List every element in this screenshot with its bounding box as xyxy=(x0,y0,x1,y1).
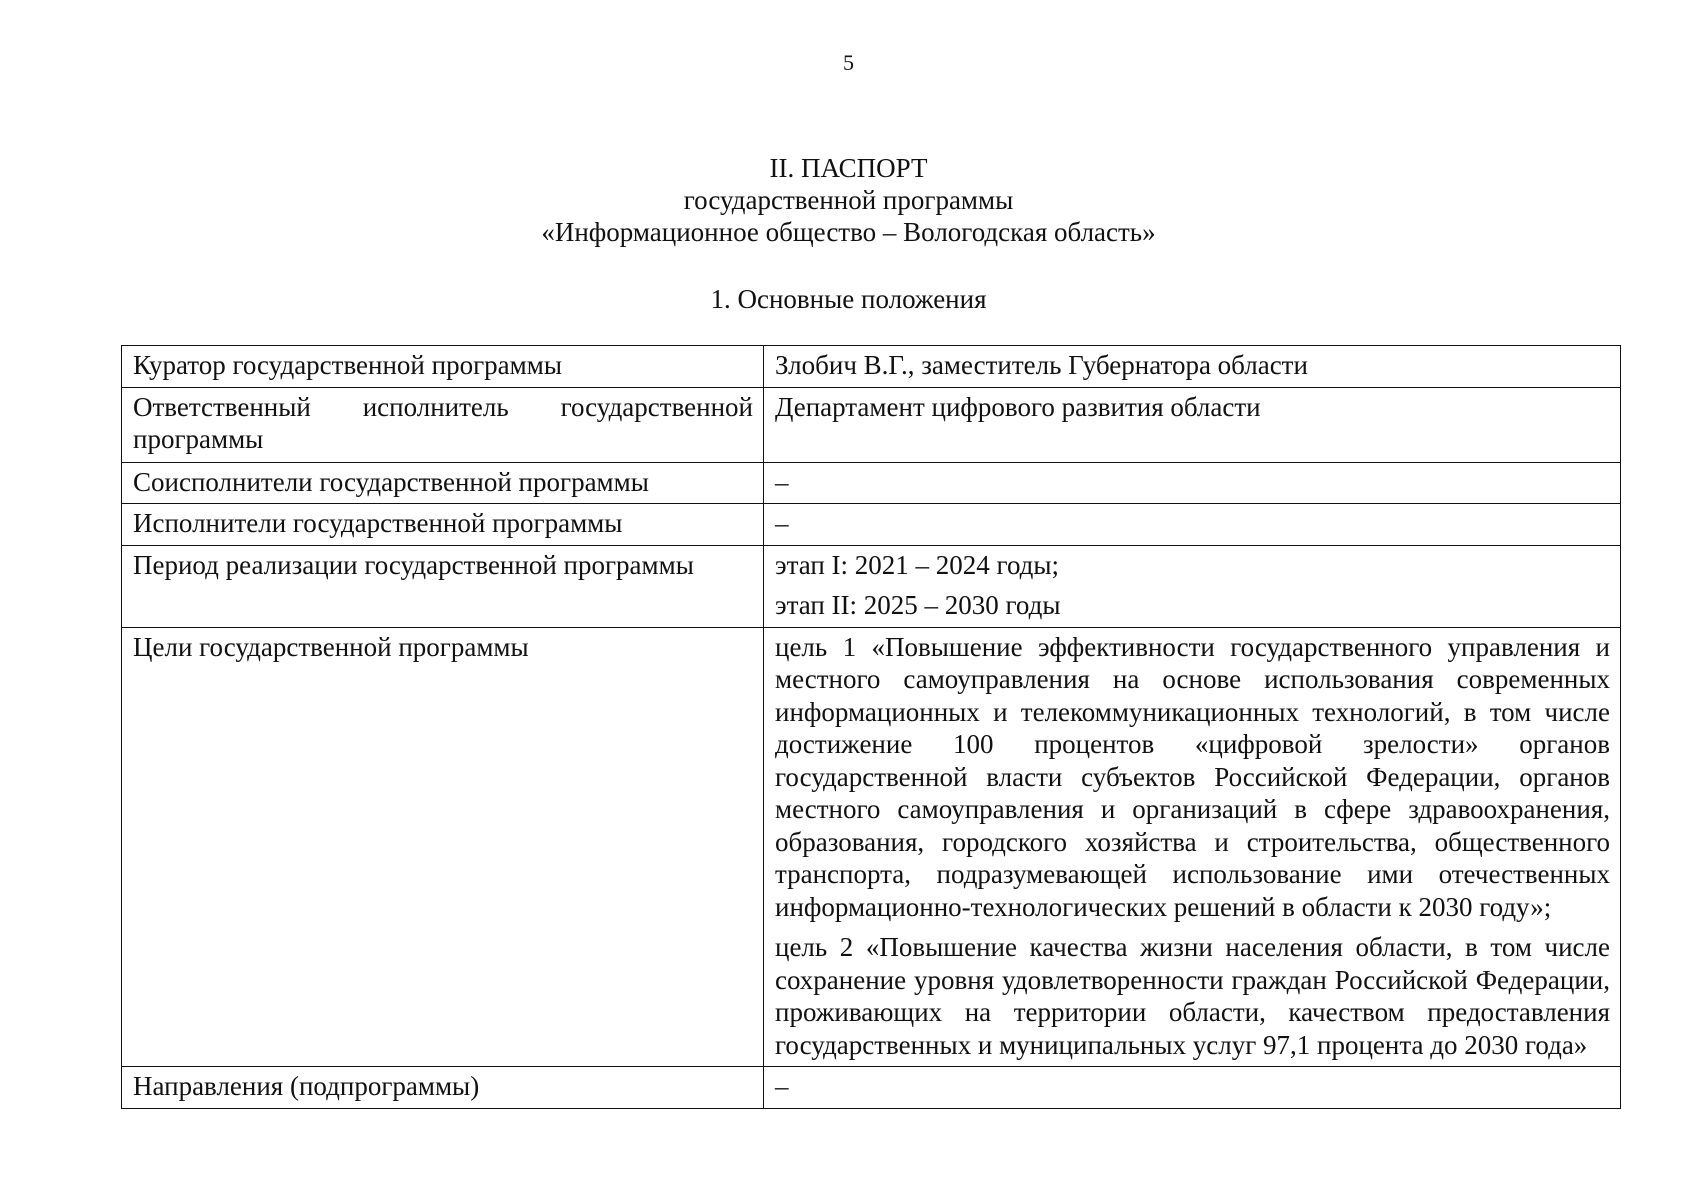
table-row xyxy=(122,504,1621,546)
row-value xyxy=(764,462,1621,504)
section-title: 1. Основные положения xyxy=(710,284,987,314)
heading-subtitle: государственной программы xyxy=(683,185,1014,215)
row-value-text: – xyxy=(775,466,789,497)
row-value xyxy=(764,504,1621,546)
row-value-text: – xyxy=(775,1071,789,1101)
table-row xyxy=(122,627,1621,1067)
row-value-text: этап II: 2025 – 2030 годы xyxy=(775,590,1061,620)
row-value-text: – xyxy=(775,508,789,538)
page-number: 5 xyxy=(843,50,854,75)
table-row xyxy=(122,462,1621,504)
row-value xyxy=(764,1067,1621,1109)
row-value xyxy=(764,346,1621,388)
row-label: Ответственный исполнитель государственной программы xyxy=(122,387,764,462)
goal-2-text: цель 2 «Повышение качества жизни населения области, в том числе сохранение уровня удовлетворенности граждан Российской Федерации, проживающих на территории области, качеством предоставления государственных и муниципальных услуг 97,1 процента до 2030 года» xyxy=(775,932,1610,1060)
table-row xyxy=(122,387,1621,462)
row-value-text: Злобич В.Г., заместитель Губернатора области xyxy=(775,350,1308,380)
document-heading xyxy=(0,152,1697,248)
row-value xyxy=(764,387,1621,462)
row-label: Куратор государственной программы xyxy=(122,346,764,388)
table-row xyxy=(122,1067,1621,1109)
row-value-text: этап I: 2021 – 2024 годы; xyxy=(775,549,1060,580)
row-value xyxy=(764,545,1621,627)
row-value xyxy=(764,627,1621,1067)
goal-1-text: цель 1 «Повышение эффективности государственного управления и местного самоуправления на основе использования современных информационных и телекоммуникационных технологий, в том числе достижение 100 процентов «цифровой зрелости» органов государственной власти субъектов Российской Федерации, органов местного самоуправления и организаций в сфере здравоохранения, образования, городского хозяйства и строительства, общественного транспорта, подразумевающей использование ими отечественных информационно-технологических решений в области к 2030 году»; xyxy=(775,631,1610,922)
row-label: Соисполнители государственной программы xyxy=(122,462,764,504)
heading-title: II. ПАСПОРТ xyxy=(769,153,928,183)
table-row xyxy=(122,346,1621,388)
row-label: Период реализации государственной программы xyxy=(122,545,764,627)
passport-table xyxy=(121,345,1621,1109)
row-label: Цели государственной программы xyxy=(122,627,764,1067)
row-value-text: Департамент цифрового развития области xyxy=(775,391,1261,422)
heading-program-name: «Информационное общество – Вологодская область» xyxy=(541,217,1156,247)
row-label: Исполнители государственной программы xyxy=(122,504,764,546)
row-label: Направления (подпрограммы) xyxy=(122,1067,764,1109)
table-row xyxy=(122,545,1621,627)
